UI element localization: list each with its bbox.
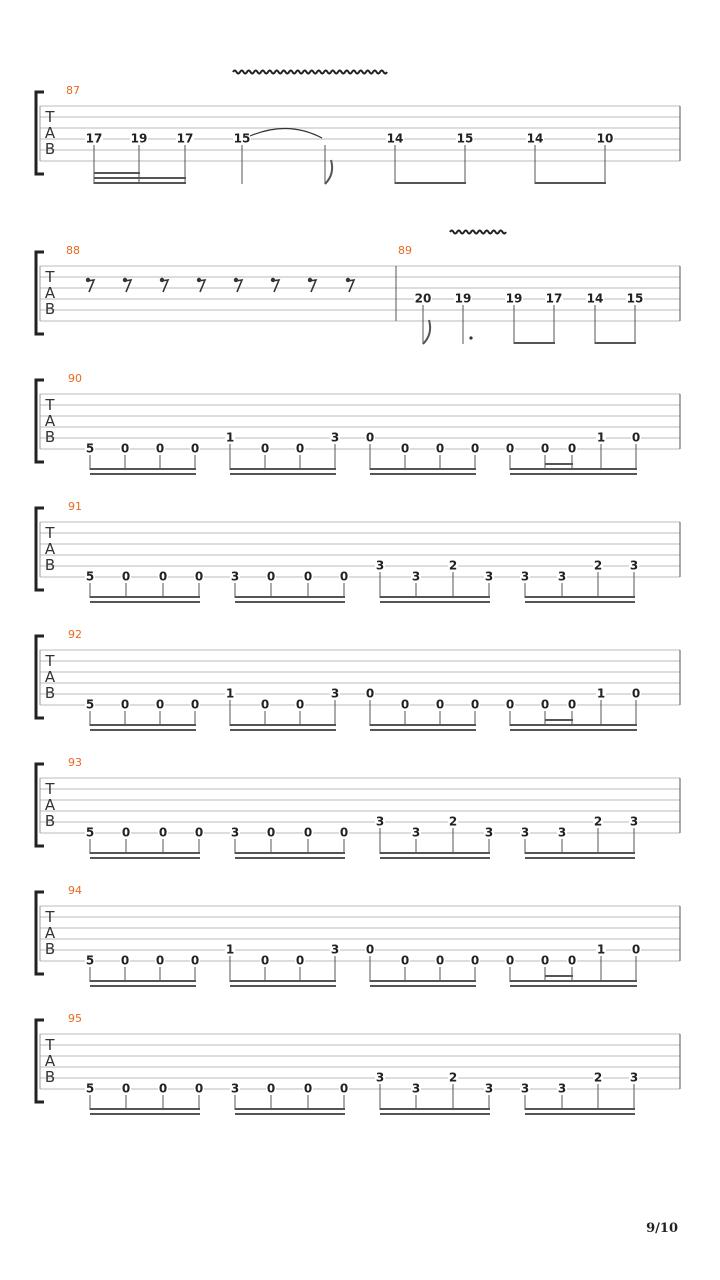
- tab-clef-letter: A: [44, 924, 56, 942]
- beam: [525, 601, 635, 603]
- beam: [230, 473, 336, 475]
- fret-number: 0: [303, 825, 313, 840]
- fret-number: 0: [339, 825, 349, 840]
- fret-number: 0: [505, 953, 515, 968]
- fret-number: 5: [85, 825, 95, 840]
- beam: [545, 975, 573, 977]
- measure-number: 91: [68, 500, 82, 513]
- beam: [380, 1108, 490, 1110]
- system-2: [36, 231, 680, 345]
- fret-number: 0: [505, 697, 515, 712]
- fret-number: 3: [520, 569, 530, 584]
- fret-number: 10: [596, 131, 614, 146]
- rest-dot: [197, 278, 201, 282]
- fret-number: 0: [365, 942, 375, 957]
- dot: [469, 336, 472, 339]
- beam: [90, 729, 196, 731]
- fret-number: 3: [230, 825, 240, 840]
- fret-number: 1: [225, 686, 235, 701]
- rest-dot: [160, 278, 164, 282]
- fret-number: 0: [339, 569, 349, 584]
- fret-number: 0: [567, 953, 577, 968]
- beam: [370, 473, 476, 475]
- fret-number: 5: [85, 953, 95, 968]
- tab-clef-letter: B: [44, 1068, 56, 1086]
- beam: [370, 729, 476, 731]
- tab-clef-letter: T: [45, 1036, 55, 1054]
- beam: [525, 1113, 635, 1115]
- fret-number: 0: [121, 1081, 131, 1096]
- measure-number: 88: [66, 244, 80, 257]
- fret-number: 0: [155, 441, 165, 456]
- fret-number: 0: [435, 953, 445, 968]
- beam: [230, 724, 336, 726]
- tab-clef-letter: A: [44, 796, 56, 814]
- fret-number: 14: [386, 131, 404, 146]
- beam: [90, 857, 200, 859]
- vibrato-wide: [233, 71, 387, 74]
- fret-number: 19: [454, 291, 472, 306]
- fret-number: 3: [484, 825, 494, 840]
- beam: [510, 724, 637, 726]
- beam: [90, 473, 196, 475]
- fret-number: 14: [526, 131, 544, 146]
- fret-number: 0: [266, 825, 276, 840]
- fret-number: 15: [626, 291, 644, 306]
- tab-clef-letter: B: [44, 940, 56, 958]
- fret-number: 19: [130, 131, 148, 146]
- tab-clef-letter: T: [45, 652, 55, 670]
- fret-number: 0: [194, 825, 204, 840]
- measure-number: 93: [68, 756, 82, 769]
- tab-clef-letter: A: [44, 284, 56, 302]
- fret-number: 0: [540, 697, 550, 712]
- fret-number: 0: [365, 686, 375, 701]
- fret-number: 0: [295, 441, 305, 456]
- measure-number: 94: [68, 884, 82, 897]
- fret-number: 2: [448, 814, 458, 829]
- beam: [370, 985, 476, 987]
- fret-number: 0: [567, 441, 577, 456]
- beam: [235, 596, 345, 598]
- system-7: [36, 884, 680, 987]
- fret-number: 17: [545, 291, 563, 306]
- fret-number: 14: [586, 291, 604, 306]
- fret-number: 3: [484, 1081, 494, 1096]
- beam: [510, 473, 637, 475]
- tab-clef-letter: T: [45, 908, 55, 926]
- fret-number: 0: [505, 441, 515, 456]
- system-4: [36, 500, 680, 603]
- fret-number: 0: [295, 697, 305, 712]
- beam: [235, 601, 345, 603]
- fret-number: 0: [400, 953, 410, 968]
- beam: [380, 596, 490, 598]
- beam: [514, 342, 555, 344]
- fret-number: 0: [190, 953, 200, 968]
- fret-number: 0: [121, 569, 131, 584]
- fret-number: 15: [233, 131, 251, 146]
- fret-number: 20: [414, 291, 432, 306]
- fret-number: 3: [629, 1070, 639, 1085]
- beam: [235, 852, 345, 854]
- beam: [230, 985, 336, 987]
- fret-number: 0: [260, 697, 270, 712]
- fret-number: 17: [85, 131, 103, 146]
- beam: [90, 601, 200, 603]
- fret-number: 0: [540, 441, 550, 456]
- fret-number: 2: [448, 1070, 458, 1085]
- tab-clef-letter: B: [44, 140, 56, 158]
- rest-dot: [308, 278, 312, 282]
- tab-clef-letter: T: [45, 524, 55, 542]
- beam: [230, 468, 336, 470]
- beam: [90, 985, 196, 987]
- beam: [510, 468, 637, 470]
- rest-dot: [234, 278, 238, 282]
- tab-clef-letter: B: [44, 300, 56, 318]
- tab-clef-letter: A: [44, 1052, 56, 1070]
- fret-number: 3: [330, 942, 340, 957]
- beam: [90, 1113, 200, 1115]
- fret-number: 5: [85, 1081, 95, 1096]
- fret-number: 0: [400, 441, 410, 456]
- beam: [380, 852, 490, 854]
- fret-number: 0: [266, 1081, 276, 1096]
- fret-number: 3: [330, 686, 340, 701]
- fret-number: 3: [230, 1081, 240, 1096]
- fret-number: 0: [260, 441, 270, 456]
- fret-number: 0: [435, 441, 445, 456]
- fret-number: 1: [225, 430, 235, 445]
- beam: [230, 729, 336, 731]
- tab-clef-letter: T: [45, 780, 55, 798]
- fret-number: 0: [260, 953, 270, 968]
- fret-number: 0: [631, 430, 641, 445]
- beam: [510, 980, 637, 982]
- fret-number: 0: [470, 441, 480, 456]
- fret-number: 3: [557, 1081, 567, 1096]
- beam: [525, 857, 635, 859]
- fret-number: 0: [190, 441, 200, 456]
- beam: [90, 724, 196, 726]
- beam: [94, 182, 186, 184]
- system-3: [36, 372, 680, 475]
- fret-number: 0: [155, 953, 165, 968]
- fret-number: 0: [158, 569, 168, 584]
- fret-number: 3: [411, 1081, 421, 1096]
- fret-number: 3: [411, 569, 421, 584]
- beam: [380, 1113, 490, 1115]
- beam: [545, 463, 573, 465]
- fret-number: 0: [365, 430, 375, 445]
- tab-clef-letter: B: [44, 684, 56, 702]
- beam: [380, 601, 490, 603]
- system-5: [36, 628, 680, 731]
- fret-number: 5: [85, 441, 95, 456]
- fret-number: 0: [303, 569, 313, 584]
- fret-number: 3: [411, 825, 421, 840]
- beam: [90, 980, 196, 982]
- beam: [235, 857, 345, 859]
- measure-number: 90: [68, 372, 82, 385]
- rest-dot: [346, 278, 350, 282]
- fret-number: 0: [194, 569, 204, 584]
- tab-clef-letter: T: [45, 396, 55, 414]
- fret-number: 1: [596, 942, 606, 957]
- beam: [510, 729, 637, 731]
- flag: [325, 160, 332, 184]
- beam: [370, 724, 476, 726]
- fret-number: 1: [596, 686, 606, 701]
- beam: [395, 182, 466, 184]
- beam: [545, 719, 573, 721]
- fret-number: 3: [230, 569, 240, 584]
- fret-number: 0: [266, 569, 276, 584]
- tab-clef-letter: A: [44, 540, 56, 558]
- beam: [235, 1113, 345, 1115]
- beam: [90, 1108, 200, 1110]
- flag: [423, 320, 430, 344]
- fret-number: 0: [295, 953, 305, 968]
- beam: [235, 1108, 345, 1110]
- tie-arc: [250, 128, 322, 138]
- fret-number: 0: [470, 953, 480, 968]
- fret-number: 3: [375, 558, 385, 573]
- fret-number: 5: [85, 697, 95, 712]
- fret-number: 2: [448, 558, 458, 573]
- measure-number: 87: [66, 84, 80, 97]
- fret-number: 3: [557, 569, 567, 584]
- fret-number: 0: [121, 825, 131, 840]
- beam: [94, 172, 140, 174]
- beam: [94, 177, 186, 179]
- tab-clef-letter: A: [44, 668, 56, 686]
- tab-clef-letter: B: [44, 812, 56, 830]
- fret-number: 3: [375, 1070, 385, 1085]
- tab-clef-letter: A: [44, 412, 56, 430]
- fret-number: 3: [557, 825, 567, 840]
- beam: [230, 980, 336, 982]
- fret-number: 5: [85, 569, 95, 584]
- tab-clef-letter: B: [44, 556, 56, 574]
- beam: [595, 342, 636, 344]
- fret-number: 1: [225, 942, 235, 957]
- fret-number: 1: [596, 430, 606, 445]
- fret-number: 0: [540, 953, 550, 968]
- fret-number: 15: [456, 131, 474, 146]
- fret-number: 0: [631, 942, 641, 957]
- measure-number: 89: [398, 244, 412, 257]
- beam: [370, 980, 476, 982]
- fret-number: 2: [593, 558, 603, 573]
- page-number: 9/10: [646, 1221, 678, 1236]
- beam: [90, 852, 200, 854]
- fret-number: 3: [629, 814, 639, 829]
- beam: [90, 468, 196, 470]
- beam: [90, 596, 200, 598]
- measure-number: 92: [68, 628, 82, 641]
- fret-number: 2: [593, 814, 603, 829]
- fret-number: 2: [593, 1070, 603, 1085]
- vibrato-short: [450, 231, 506, 234]
- fret-number: 0: [120, 697, 130, 712]
- fret-number: 0: [470, 697, 480, 712]
- fret-number: 3: [330, 430, 340, 445]
- fret-number: 0: [339, 1081, 349, 1096]
- system-8: [36, 1012, 680, 1115]
- system-1: [36, 71, 680, 185]
- fret-number: 0: [303, 1081, 313, 1096]
- fret-number: 0: [155, 697, 165, 712]
- tab-clef-letter: A: [44, 124, 56, 142]
- fret-number: 0: [194, 1081, 204, 1096]
- fret-number: 0: [631, 686, 641, 701]
- rest-dot: [86, 278, 90, 282]
- fret-number: 0: [435, 697, 445, 712]
- rest-dot: [123, 278, 127, 282]
- fret-number: 19: [505, 291, 523, 306]
- fret-number: 3: [629, 558, 639, 573]
- tab-clef-letter: T: [45, 268, 55, 286]
- tab-clef-letter: T: [45, 108, 55, 126]
- tab-clef-letter: B: [44, 428, 56, 446]
- beam: [370, 468, 476, 470]
- fret-number: 0: [120, 441, 130, 456]
- beam: [380, 857, 490, 859]
- beam: [525, 1108, 635, 1110]
- fret-number: 0: [567, 697, 577, 712]
- beam: [525, 596, 635, 598]
- fret-number: 3: [375, 814, 385, 829]
- fret-number: 17: [176, 131, 194, 146]
- fret-number: 0: [158, 825, 168, 840]
- fret-number: 3: [520, 1081, 530, 1096]
- fret-number: 0: [158, 1081, 168, 1096]
- measure-number: 95: [68, 1012, 82, 1025]
- fret-number: 0: [190, 697, 200, 712]
- beam: [510, 985, 637, 987]
- fret-number: 0: [120, 953, 130, 968]
- fret-number: 0: [400, 697, 410, 712]
- rest-dot: [271, 278, 275, 282]
- fret-number: 3: [520, 825, 530, 840]
- fret-number: 3: [484, 569, 494, 584]
- beam: [525, 852, 635, 854]
- system-6: [36, 756, 680, 859]
- beam: [535, 182, 606, 184]
